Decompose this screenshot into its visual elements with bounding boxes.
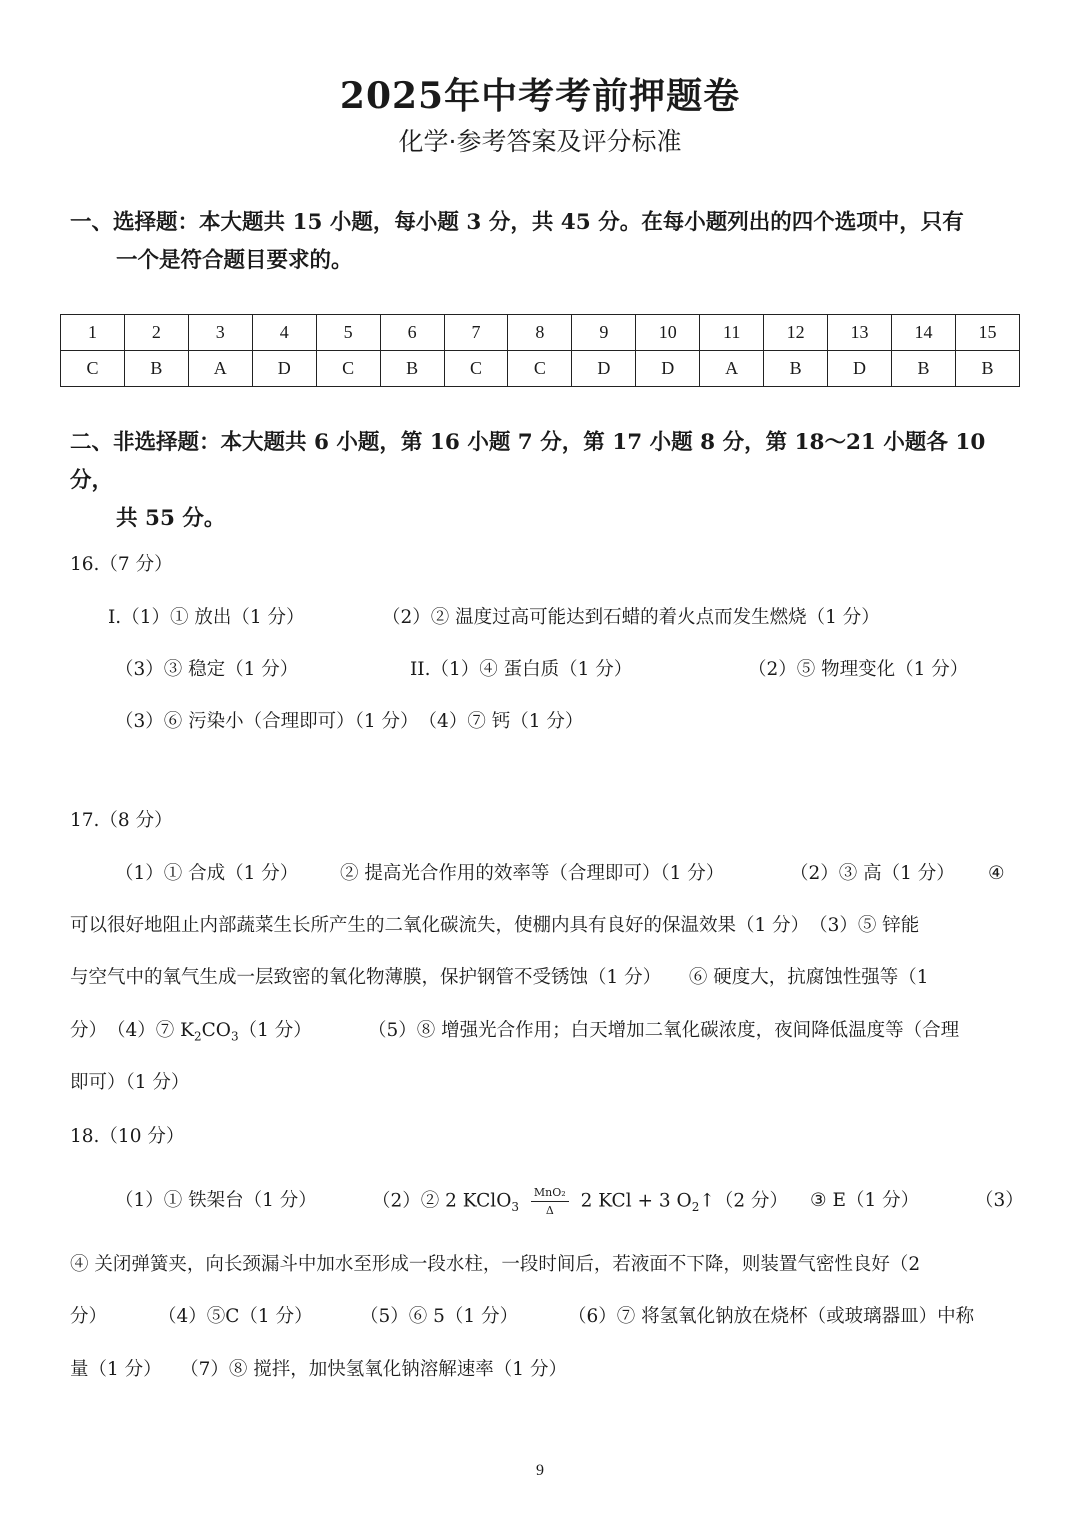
page-title: 2025年中考考前押题卷: [339, 75, 741, 117]
q18-eq-heat: Δ: [545, 1204, 554, 1217]
answer-cell: D: [828, 351, 892, 387]
q18-line4: 量（1 分） （7）⑧ 搅拌，加快氢氧化钠溶解速率（1 分）: [70, 1359, 567, 1380]
page-number: 9: [536, 1462, 544, 1479]
answer-cell: B: [955, 351, 1019, 387]
question-number-cell: 14: [891, 315, 955, 351]
q17-line5: 即可）（1 分）: [70, 1072, 190, 1093]
answer-cell: A: [700, 351, 764, 387]
q17-co-text: CO: [201, 1020, 231, 1041]
q18-eq-reactant: （2）② 2 KClO: [372, 1190, 512, 1212]
section2-heading: [70, 424, 1015, 538]
q18-equation: [372, 1186, 788, 1222]
q18-line3a: 分）: [70, 1306, 108, 1327]
question-number-cell: 10: [636, 315, 700, 351]
q16-line2b: II.（1）④ 蛋白质（1 分）: [410, 659, 633, 680]
answer-cell: C: [61, 351, 125, 387]
answer-cell: B: [124, 351, 188, 387]
question-number-cell: 13: [828, 315, 892, 351]
q17-line1c: （2）③ 高（1 分）: [790, 863, 955, 884]
answer-cell: B: [764, 351, 828, 387]
question-number-cell: 12: [764, 315, 828, 351]
q18-line1a: （1）① 铁架台（1 分）: [115, 1190, 317, 1211]
q16-line1b: （2）② 温度过高可能达到石蜡的着火点而发生燃烧（1 分）: [382, 607, 880, 628]
q18-line1e: ③ E（1 分）: [810, 1190, 920, 1211]
q17-line1a: （1）① 合成（1 分）: [115, 863, 299, 884]
q18-eq-reactant-sub: 3: [511, 1200, 520, 1215]
answer-cell: C: [444, 351, 508, 387]
question-number-cell: 9: [572, 315, 636, 351]
q18-line3b: （4）⑤C（1 分）: [158, 1306, 313, 1327]
q17-line4a-text: 分） （4）⑦ K: [70, 1020, 194, 1041]
q17-line3: 与空气中的氧气生成一层致密的氧化物薄膜，保护钢管不受锈蚀（1 分） ⑥ 硬度大，抗腐蚀性强等（1: [70, 967, 929, 988]
q17-title: 17.（8 分）: [70, 810, 173, 831]
question-number-cell: 1: [61, 315, 125, 351]
q16-line2c: （2）⑤ 物理变化（1 分）: [748, 659, 969, 680]
q18-title: 18.（10 分）: [70, 1126, 185, 1147]
q17-k2-sub: 2: [193, 1029, 202, 1044]
q18-eq-product: 2 KCl + 3 O: [580, 1190, 692, 1212]
q16-line1a: I.（1）① 放出（1 分）: [108, 607, 305, 628]
section1-heading-line1: 一、选择题：本大题共 15 小题，每小题 3 分，共 45 分。在每小题列出的四个选项中，只有: [70, 210, 964, 235]
q18-line3d: （6）⑦ 将氢氧化钠放在烧杯（或玻璃器皿）中称: [568, 1306, 975, 1327]
answer-cell: D: [636, 351, 700, 387]
question-number-cell: 11: [700, 315, 764, 351]
answer-cell: C: [508, 351, 572, 387]
q18-eq-product-sub: 2: [691, 1200, 700, 1215]
q16-title: 16.（7 分）: [70, 554, 173, 575]
section2-heading-line2: 共 55 分。: [116, 506, 226, 531]
q18-line3c: （5）⑥ 5（1 分）: [360, 1306, 519, 1327]
q17-line4a: [70, 1016, 312, 1052]
q18-line2: ④ 关闭弹簧夹，向长颈漏斗中加水至形成一段水柱，一段时间后，若液面不下降，则装置气密性良好（2: [70, 1254, 921, 1275]
q17-line2: 可以很好地阻止内部蔬菜生长所产生的二氧化碳流失，使棚内具有良好的保温效果（1 分） （3）⑤ 锌能: [70, 915, 920, 936]
q18-eq-condition: [531, 1186, 569, 1217]
answer-table-number-row: [61, 315, 1020, 351]
answer-cell: A: [188, 351, 252, 387]
answer-cell: B: [891, 351, 955, 387]
q17-line1d: ④: [988, 863, 1005, 884]
answer-cell: B: [380, 351, 444, 387]
question-number-cell: 4: [252, 315, 316, 351]
page-subtitle: 化学·参考答案及评分标准: [398, 127, 682, 156]
question-number-cell: 5: [316, 315, 380, 351]
section1-heading-line2: 一个是符合题目要求的。: [116, 248, 353, 273]
question-number-cell: 6: [380, 315, 444, 351]
answer-cell: D: [572, 351, 636, 387]
q17-line1b: ② 提高光合作用的效率等（合理即可）（1 分）: [340, 863, 725, 884]
q17-line4d: （5）⑧ 增强光合作用；白天增加二氧化碳浓度，夜间降低温度等（合理: [368, 1020, 960, 1041]
question-number-cell: 2: [124, 315, 188, 351]
q16-line3: （3）⑥ 污染小（合理即可）（1 分） （4）⑦ 钙（1 分）: [115, 711, 584, 732]
section1-heading: [70, 204, 1015, 280]
answer-cell: D: [252, 351, 316, 387]
answer-table: [60, 314, 1020, 387]
question-number-cell: 3: [188, 315, 252, 351]
q16-line2a: （3）③ 稳定（1 分）: [115, 659, 299, 680]
question-number-cell: 15: [955, 315, 1019, 351]
q17-co3-sub: 3: [230, 1029, 239, 1044]
section2-heading-line1: 二、非选择题：本大题共 6 小题，第 16 小题 7 分，第 17 小题 8 分，第 18～21 小题各 10 分，: [70, 430, 986, 493]
q18-eq-catalyst: MnO₂: [531, 1186, 569, 1202]
answer-table-answer-row: [61, 351, 1020, 387]
answer-cell: C: [316, 351, 380, 387]
q17-line4a-score: （1 分）: [238, 1020, 312, 1041]
q18-line1f: （3）: [975, 1190, 1024, 1211]
question-number-cell: 7: [444, 315, 508, 351]
question-number-cell: 8: [508, 315, 572, 351]
q18-eq-score: ↑（2 分）: [699, 1190, 789, 1212]
